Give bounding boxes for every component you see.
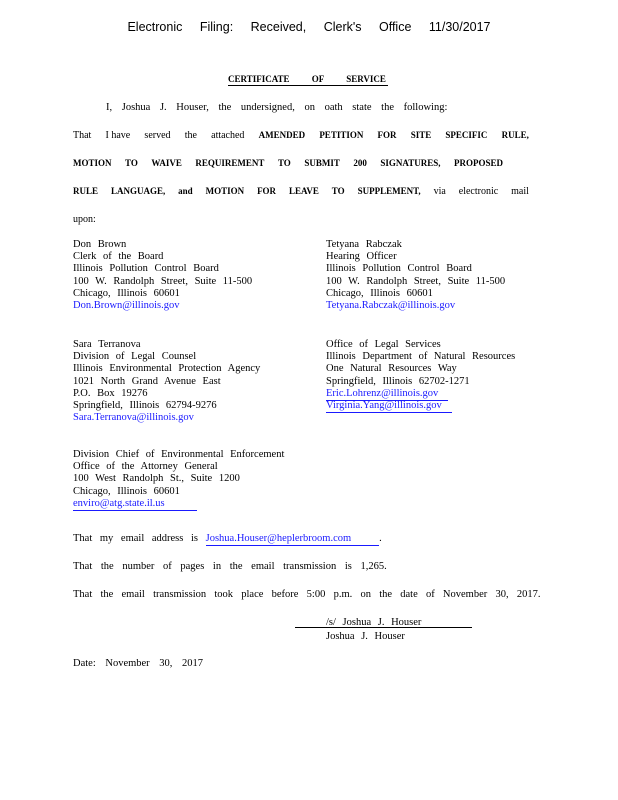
body-line-3 xyxy=(73,185,529,198)
word: SIGNATURES, xyxy=(380,158,441,168)
address-line: 100 West Randolph St., Suite 1200 xyxy=(73,473,240,485)
word: RULE, xyxy=(501,130,529,140)
word: TO xyxy=(277,158,291,168)
word: SUBMIT xyxy=(304,158,340,168)
word: SUPPLEMENT, xyxy=(357,186,421,196)
address-line: Illinois Department of Natural Resources xyxy=(326,351,516,363)
word: the xyxy=(184,130,197,141)
address-line: Office of the Attorney General xyxy=(73,461,218,473)
address-line: Springfield, Illinois 62794-9276 xyxy=(73,399,217,411)
sender-email-link[interactable]: Joshua.Houser@heplerbroom.com xyxy=(206,532,380,546)
recipient-tetyana-rabczak xyxy=(326,239,505,312)
filing-header: Electronic Filing: Received, Clerk's Office 11/30/2017 xyxy=(127,20,491,34)
address-line: 1021 North Grand Avenue East xyxy=(73,375,221,387)
email-link[interactable]: Eric.Lohrenz@illinois.gov xyxy=(326,388,448,401)
word: PETITION xyxy=(319,130,364,140)
email-link[interactable]: Sara.Terranova@illinois.gov xyxy=(73,412,194,424)
word: I have xyxy=(105,130,131,141)
recipient-don-brown xyxy=(73,239,252,312)
word: LANGUAGE, xyxy=(110,186,166,196)
word: LEAVE xyxy=(289,186,319,196)
body-line-2 xyxy=(73,157,503,170)
signature-line xyxy=(295,627,472,628)
address-line: Division of Legal Counsel xyxy=(73,351,197,363)
word: REQUIREMENT xyxy=(195,158,265,168)
email-link[interactable]: enviro@atg.state.il.us xyxy=(73,498,197,511)
recipient-sara-terranova xyxy=(73,339,260,424)
word: attached xyxy=(211,130,245,141)
time-statement: That the email transmission took place before 5:00 p.m. on the date of November 30, 2017. xyxy=(73,589,541,600)
address-line: Division Chief of Environmental Enforcement xyxy=(73,449,285,460)
word: AMENDED xyxy=(258,130,306,140)
date-line: Date: November 30, 2017 xyxy=(73,658,204,669)
word: PROPOSED xyxy=(453,158,503,168)
word: TO xyxy=(331,186,345,196)
statement-text: That my email address is xyxy=(73,533,198,544)
pages-statement: That the number of pages in the email transmission is 1,265. xyxy=(73,561,387,572)
address-line: Illinois Pollution Control Board xyxy=(73,263,219,275)
word: RULE xyxy=(73,186,99,196)
word: electronic xyxy=(458,186,499,197)
word: FOR xyxy=(377,130,397,140)
word: FOR xyxy=(257,186,277,196)
email-link[interactable]: Tetyana.Rabczak@illinois.gov xyxy=(326,299,456,311)
statement-text: . xyxy=(379,533,382,544)
address-line: Springfield, Illinois 62702-1271 xyxy=(326,375,470,387)
signer-name: Joshua J. Houser xyxy=(326,631,405,642)
email-link[interactable]: Virginia.Yang@illinois.gov xyxy=(326,400,452,413)
address-line: Chicago, Illinois 60601 xyxy=(73,287,180,299)
address-line: Clerk of the Board xyxy=(73,251,164,263)
recipient-office-legal-services xyxy=(326,339,515,412)
body-line-4: upon: xyxy=(73,214,96,225)
address-line: Don Brown xyxy=(73,239,127,250)
word: and xyxy=(178,186,193,196)
word: 200 xyxy=(353,158,367,168)
address-line: One Natural Resources Way xyxy=(326,363,457,375)
address-line: P.O. Box 19276 xyxy=(73,387,148,399)
address-line: 100 W. Randolph Street, Suite 11-500 xyxy=(73,275,253,287)
address-line: Sara Terranova xyxy=(73,339,141,350)
recipient-division-chief xyxy=(73,449,284,510)
word: WAIVE xyxy=(151,158,182,168)
intro-statement: I, Joshua J. Houser, the undersigned, on oath state the following: xyxy=(106,102,448,113)
address-line: Chicago, Illinois 60601 xyxy=(73,485,180,497)
address-line: Hearing Officer xyxy=(326,251,397,263)
word: mail xyxy=(511,186,529,197)
word: That xyxy=(73,130,92,141)
email-link[interactable]: Don.Brown@illinois.gov xyxy=(73,299,180,311)
address-line: Illinois Pollution Control Board xyxy=(326,263,472,275)
word: TO xyxy=(125,158,138,168)
word: served xyxy=(144,130,171,141)
signature: /s/ Joshua J. Houser xyxy=(326,617,422,628)
address-line: Tetyana Rabczak xyxy=(326,239,402,250)
document-title: CERTIFICATE OF SERVICE xyxy=(228,74,388,86)
word: via xyxy=(433,186,446,197)
word: MOTION xyxy=(73,158,112,168)
address-line: Illinois Environmental Protection Agency xyxy=(73,363,261,375)
address-line: 100 W. Randolph Street, Suite 11-500 xyxy=(326,275,506,287)
word: MOTION xyxy=(205,186,245,196)
word: SITE xyxy=(410,130,432,140)
word: SPECIFIC xyxy=(445,130,488,140)
address-line: Chicago, Illinois 60601 xyxy=(326,287,433,299)
address-line: Office of Legal Services xyxy=(326,339,441,350)
email-statement xyxy=(73,532,382,546)
body-line-1 xyxy=(73,129,529,142)
